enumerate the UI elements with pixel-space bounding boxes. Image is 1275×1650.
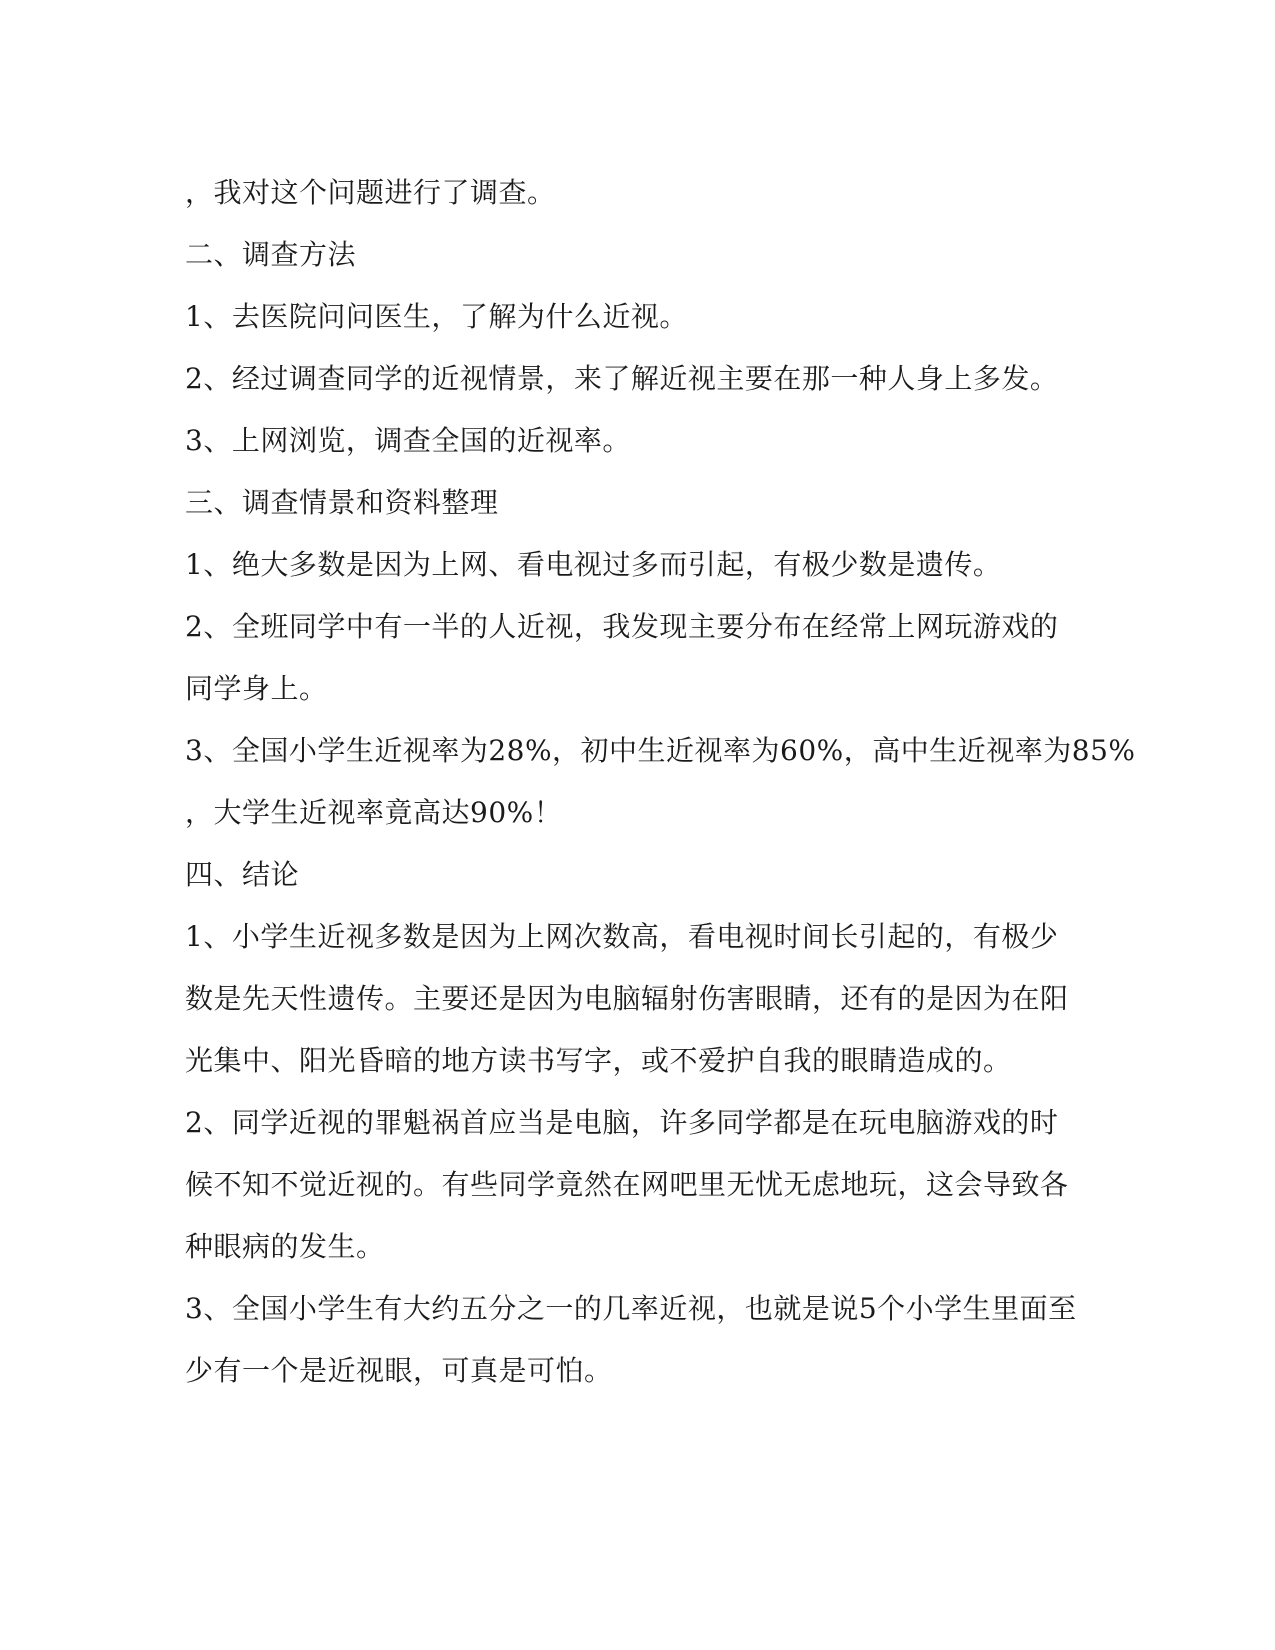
text-line: 候不知不觉近视的。有些同学竟然在网吧里无忧无虑地玩，这会导致各 [185,1168,1069,1201]
text-line: ，大学生近视率竟高达90%！ [185,796,563,829]
list-item: 3、全国小学生近视率为28%，初中生近视率为60%，高中生近视率为85% [185,734,1136,767]
text-line: ，我对这个问题进行了调查。 [185,176,556,209]
text-line: 种眼病的发生。 [185,1230,385,1263]
list-item: 2、同学近视的罪魁祸首应当是电脑，许多同学都是在玩电脑游戏的时 [185,1106,1059,1139]
list-item: 1、小学生近视多数是因为上网次数高，看电视时间长引起的，有极少 [185,920,1059,953]
document-body [185,162,1136,1402]
section-heading-methods: 二、调查方法 [185,238,357,271]
text-line: 同学身上。 [185,672,328,705]
text-line: 少有一个是近视眼，可真是可怕。 [185,1354,613,1387]
text-line: 数是先天性遗传。主要还是因为电脑辐射伤害眼睛，还有的是因为在阳 [185,982,1069,1015]
section-heading-conclusion: 四、结论 [185,858,300,891]
list-item: 3、全国小学生有大约五分之一的几率近视，也就是说5个小学生里面至 [185,1292,1077,1325]
text-line: 光集中、阳光昏暗的地方读书写字，或不爱护自我的眼睛造成的。 [185,1044,1012,1077]
list-item: 2、经过调查同学的近视情景，来了解近视主要在那一种人身上多发。 [185,362,1059,395]
list-item: 3、上网浏览，调查全国的近视率。 [185,424,631,457]
list-item: 1、去医院问问医生，了解为什么近视。 [185,300,688,333]
section-heading-findings: 三、调查情景和资料整理 [185,486,499,519]
list-item: 1、绝大多数是因为上网、看电视过多而引起，有极少数是遗传。 [185,548,1002,581]
list-item: 2、全班同学中有一半的人近视，我发现主要分布在经常上网玩游戏的 [185,610,1059,643]
